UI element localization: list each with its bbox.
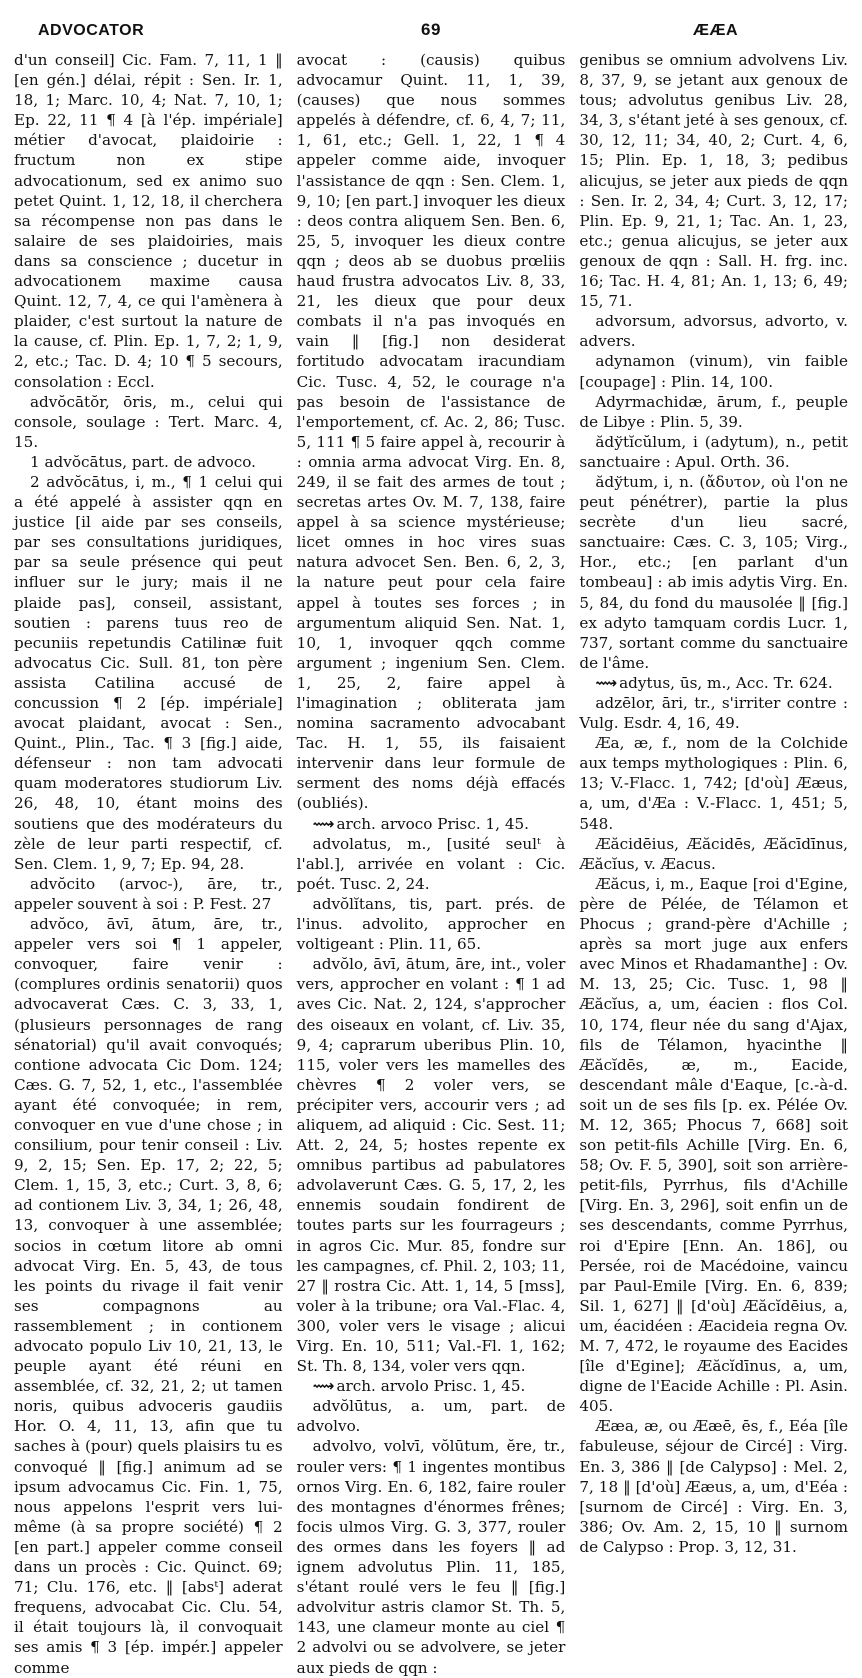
cross-reference — [297, 814, 566, 834]
entry-text: arch. arvolo Prisc. 1, 45. — [336, 1377, 526, 1396]
dictionary-entry — [579, 874, 848, 1417]
page-header — [14, 10, 848, 50]
dictionary-entry — [579, 733, 848, 833]
dictionary-entry — [579, 392, 848, 432]
dictionary-entry — [14, 392, 283, 452]
dictionary-entry — [14, 914, 283, 1678]
header-last-word: ÆÆA — [692, 22, 738, 39]
entry-text: adynamon (vinum), vin faible [coupage] : Plin. 14, 100. — [579, 352, 849, 391]
dictionary-entry — [14, 452, 283, 472]
entry-text: advŏlĭtans, tis, part. prés. de l'inus. advolito, approcher en voltigeant : Plin. 11, 65. — [296, 894, 566, 954]
dictionary-entry — [297, 1396, 566, 1436]
entry-text: adytus, ūs, m., Acc. Tr. 624. — [619, 673, 833, 692]
dictionary-entry — [579, 432, 848, 472]
dictionary-entry — [579, 472, 848, 673]
dictionary-entry — [579, 351, 848, 391]
entry-text: adzēlor, āri, tr., s'irriter contre : Vulg. Esdr. 4, 16, 49. — [579, 694, 849, 733]
entry-text: advolvo, volvī, vŏlūtum, ĕre, tr., rouler vers: ¶ 1 ingentes montibus ornos Virg. En. 6, 182, faire rouler des montagnes d'énormes frênes; focis ulmos Virg. G. 3, 377, rouler des ormes dans les foyers ‖ ad ignem advolutus Plin. 11, 185, s'étant roulé vers le feu ‖ [fig.] advolvitur astris clamor St. Th. 5, 143, une clameur monte au ciel ¶ 2 advolvi ou se advolvere, se jeter aux pieds de qqn : — [296, 1437, 566, 1677]
column-1 — [14, 50, 283, 1677]
entry-text: Æăcus, i, m., Eaque [roi d'Egine, père de Pélée, de Télamon et Phocus ; grand-père d'Achille ; après sa mort juge aux enfers avec Minos et Rhadamanthe] : Ov. M. 13, 25; Cic. Tusc. 1, 98 ‖ Æăcĭus, a, um, éacien : flos Col. 10, 174, fleur née du sang d'Ajax, fils de Télamon, hyacinthe ‖ Æăcĭdēs, æ, m., Eacide, descendant mâle d'Eaque, [c.-à-d. soit un de ses fils [p. ex. Pélée Ov. M. 12, 365; Phocus 7, 668] soit son petit-fils Achille [Virg. En. 6, 58; Ov. F. 5, 390], soit son arrière-petit-fils, Pyrrhus, fils d'Achille [Virg. En. 3, 296], soit enfin un de ses descendants, comme Pyrrhus, roi d'Epire [Enn. An. 186], ou Persée, roi de Macédoine, vaincu par Paul-Emile [Virg. En. 6, 839; Sil. 1, 627] ‖ [d'où] Æăcĭdēius, a, um, éacidéen : Æacideia regna Ov. M. 7, 472, le royaume des Eacides [île d'Egine]; Æăcĭdīnus, a, um, digne de l'Eacide Achille : Pl. Asin. 405. — [579, 874, 849, 1416]
dictionary-entry — [297, 1436, 566, 1677]
column-3 — [579, 50, 849, 1556]
entry-text: Æa, æ, f., nom de la Colchide aux temps mythologiques : Plin. 6, 13; V.-Flacc. 1, 742; [d'où] Ææus, a, um, d'Æa : V.-Flacc. 1, 451; 5, 548. — [579, 734, 849, 833]
entry-text: advolatus, m., [usité seulᵗ à l'abl.], arrivée en volant : Cic. poét. Tusc. 2, 24. — [296, 834, 566, 893]
dictionary-entry — [297, 894, 566, 954]
entry-text: 2 advŏcātus, i, m., ¶ 1 celui qui a été appelé à assister qqn en justice [il aide par ses conseils, par ses consultations juridiques, par sa seule présence qui peut influer sur le jury; mais il ne plaide pas], conseil, assistant, soutien : parens tuus reo de pecuniis repetundis Catilinæ fuit advocatus Cic. Sull. 81, ton père assista Catilina accusé de concussion ¶ 2 [ép. impériale] avocat plaidant, avocat : Sen., Quint., Plin., Tac. ¶ 3 [fig.] aide, défenseur : non tam advocati quam moderatores studiorum Liv. 26, 48, 10, étant moins des soutiens que des modérateurs du zèle de leur parti respectif, cf. Sen. Clem. 1, 9, 7; Ep. 94, 28. — [14, 472, 283, 873]
entry-text: Æăcidēius, Æăcidēs, Æăcīdīnus, Æăcĭus, v. Æacus. — [579, 834, 849, 873]
entry-text: advŏcito (arvoc-), āre, tr., appeler souvent à soi : P. Fest. 27 — [14, 874, 283, 913]
dictionary-entry — [14, 874, 283, 914]
dictionary-entry — [579, 1416, 848, 1557]
dictionary-entry — [297, 954, 566, 1376]
entry-text: advŏco, āvī, ātum, āre, tr., appeler vers soi ¶ 1 appeler, convoquer, faire venir : (complures ordinis senatorii) quos advocaverat Cæs. C. 3, 33, 1, (plusieurs personnages de rang sénatorial) qu'il avait convoqués; contione advocata Cic Dom. 124; Cæs. G. 7, 52, 1, etc., l'assemblée ayant été convoquée; in rem, convoquer en vue d'une chose ; in consilium, pour tenir conseil : Liv. 9, 2, 15; Sen. Ep. 17, 2; 22, 5; Clem. 1, 15, 3, etc.; Curt. 3, 8, 6; ad contionem Liv. 3, 34, 1; 26, 48, 13, convoquer à une assemblée; socios in cœtum litore ab omni advocat Virg. En. 5, 43, de tous les points du rivage il fait venir ses compagnons au rassemblement ; in contionem advocato populo Liv 10, 21, 13, le peuple ayant été réuni en assemblée, cf. 32, 21, 2; ut tamen noris, quibus advoceris gaudiis Hor. O. 4, 11, 13, afin que tu saches à (pour) quels plaisirs tu es convoqué ‖ [fig.] animum ad se ipsum advocamus Cic. Fin. 1, 75, nous appelons l'esprit vers lui-même (à sa propre société) ¶ 2 [en part.] appeler comme conseil dans un procès : Cic. Quinct. 69; 71; Clu. 176, etc. ‖ [absᵗ] aderat frequens, advocabat Cic. Clu. 54, il était toujours là, il convoquait ses amis ¶ 3 [ép. impér.] appeler comme — [14, 915, 283, 1677]
entry-text: ădўtĭcŭlum, i (adytum), n., petit sanctuaire : Apul. Orth. 36. — [579, 432, 849, 471]
entry-text: arch. arvoco Prisc. 1, 45. — [336, 814, 529, 833]
column-2 — [296, 50, 566, 1677]
entry-text: ădўtum, i, n. (ἄδυτον, où l'on ne peut pénétrer), partie la plus secrète d'un lieu sacré, sanctuaire: Cæs. C. 3, 105; Virg., Hor., etc.; [en parlant d'un tombeau] : ab imis adytis Virg. En. 5, 84, du fond du mausolée ‖ [fig.] ex adyto tamquam cordis Lucr. 1, 737, sortant comme du sanctuaire de l'âme. — [579, 472, 849, 672]
entry-text: Ææa, æ, ou Ææē, ēs, f., Eéa [île fabuleuse, séjour de Circé] : Virg. En. 3, 386 ‖ [de Calypso] : Mel. 2, 7, 18 ‖ [d'où] Ææus, a, um, d'Eéa : [surnom de Circé] : Virg. En. 3, 386; Ov. Am. 2, 15, 10 ‖ surnom de Calypso : Prop. 3, 12, 31. — [579, 1417, 849, 1556]
cross-reference — [297, 1376, 566, 1396]
dictionary-entry — [14, 472, 283, 874]
entry-text: Adyrmachidæ, ārum, f., peuple de Libye : Plin. 5, 39. — [579, 392, 849, 431]
cross-reference — [579, 673, 848, 693]
entry-continuation — [579, 50, 848, 311]
entry-continuation — [297, 50, 566, 814]
dictionary-entry — [297, 834, 566, 894]
entry-continuation — [14, 50, 283, 392]
arrow-icon: ⟿ — [312, 1377, 333, 1396]
entry-text: advŏlūtus, a. um, part. de advolvo. — [296, 1397, 566, 1436]
entry-text: 1 advŏcātus, part. de advoco. — [30, 452, 256, 471]
dictionary-entry — [579, 693, 848, 733]
text-columns — [14, 50, 849, 1677]
entry-text: avocat : (causis) quibus advocamur Quint. 11, 1, 39, (causes) que nous sommes appelés à défendre, cf. 6, 4, 7; 11, 1, 61, etc.; Gell. 1, 22, 1 ¶ 4 appeler comme aide, invoquer l'assistance de qqn : Sen. Clem. 1, 9, 10; [en part.] invoquer les dieux : deos contra aliquem Sen. Ben. 6, 25, 5, invoquer les dieux contre qqn ; deos ab se duobus prœliis haud frustra advocatos Liv. 8, 33, 21, les dieux que pour deux combats il n'a pas invoqués en vain ‖ [fig.] non desiderat fortitudo advocatam iracundiam Cic. Tusc. 4, 52, le courage n'a pas besoin de l'assistance de l'emportement, cf. Ac. 2, 86; Tusc. 5, 111 ¶ 5 faire appel à, recourir à : omnia arma advocat Virg. En. 8, 249, il se fait des armes de tout ; secretas artes Ov. M. 7, 138, faire appel à sa science mystérieuse; licet omnes in hoc vires suas natura advocet Sen. Ben. 6, 2, 3, la nature peut pour cela faire appel à toutes ses forces ; in argumentum aliquid Sen. Nat. 1, 10, 1, invoquer qqch comme argument ; ingenium Sen. Clem. 1, 25, 2, faire appel à l'imagination ; obliterata jam nomina sacramento advocabant Tac. H. 1, 55, ils faisaient intervenir dans leur formule de serment des noms déjà effacés (oubliés). — [296, 51, 566, 813]
dictionary-entry — [579, 834, 848, 874]
entry-text: advŏcātŏr, ōris, m., celui qui console, soulage : Tert. Marc. 4, 15. — [14, 392, 283, 451]
entry-text: genibus se omnium advolvens Liv. 8, 37, 9, se jetant aux genoux de tous; advolutus genibus Liv. 28, 34, 3, s'étant jeté à ses genoux, cf. 30, 12, 11; 34, 40, 2; Curt. 4, 6, 15; Plin. Ep. 1, 18, 3; pedibus alicujus, se jeter aux pieds de qqn : Sen. Ir. 2, 34, 4; Curt. 3, 12, 17; Plin. Ep. 9, 21, 1; Tac. An. 1, 23, etc.; genua alicujus, se jeter aux genoux de qqn : Sall. H. frg. inc. 16; Tac. H. 4, 81; An. 1, 13; 6, 49; 15, 71. — [579, 51, 849, 311]
entry-text: advorsum, advorsus, advorto, v. advers. — [579, 312, 849, 351]
header-first-word: ADVOCATOR — [38, 22, 145, 39]
entry-text: d'un conseil] Cic. Fam. 7, 11, 1 ‖ [en gén.] délai, répit : Sen. Ir. 1, 18, 1; Marc. 10, 4; Nat. 7, 10, 1; Ep. 22, 11 ¶ 4 [à l'ép. impériale] métier d'avocat, plaidoirie : fructum non ex stipe advocationum, sed ex animo suo petet Quint. 1, 12, 18, il cherchera sa récompense non pas dans le salaire de ses plaidoiries, mais dans sa conscience ; ducetur in advocationem maxime causa Quint. 12, 7, 4, ce qui l'amènera à plaider, c'est surtout la nature de la cause, cf. Plin. Ep. 1, 7, 2; 1, 9, 2, etc.; Tac. D. 4; 10 ¶ 5 secours, consolation : Eccl. — [14, 51, 283, 391]
dictionary-entry — [579, 311, 848, 351]
entry-text: advŏlo, āvī, ātum, āre, int., voler vers, approcher en volant : ¶ 1 ad aves Cic. Nat. 2, 124, s'approcher des oiseaux en volant, cf. Liv. 35, 9, 4; caprarum uberibus Plin. 10, 115, voler vers les mamelles des chèvres ¶ 2 voler vers, se précipiter vers, accourir vers ; ad aliquem, ad aliquid : Cic. Sest. 11; Att. 2, 24, 5; hostes repente ex omnibus partibus ad pabulatores advolaverunt Cæs. G. 5, 17, 2, les ennemis soudain fondirent de toutes parts sur les fourrageurs ; in agros Cic. Mur. 85, fondre sur les campagnes, cf. Phil. 2, 103; 11, 27 ‖ rostra Cic. Att. 1, 14, 5 [mss], voler à la tribune; ora Val.-Flac. 4, 300, voler vers le visage ; alicui Virg. En. 10, 511; Val.-Fl. 1, 162; St. Th. 8, 134, voler vers qqn. — [296, 955, 566, 1376]
arrow-icon: ⟿ — [595, 673, 616, 692]
page-number: 69 — [421, 20, 441, 39]
arrow-icon: ⟿ — [312, 814, 333, 833]
